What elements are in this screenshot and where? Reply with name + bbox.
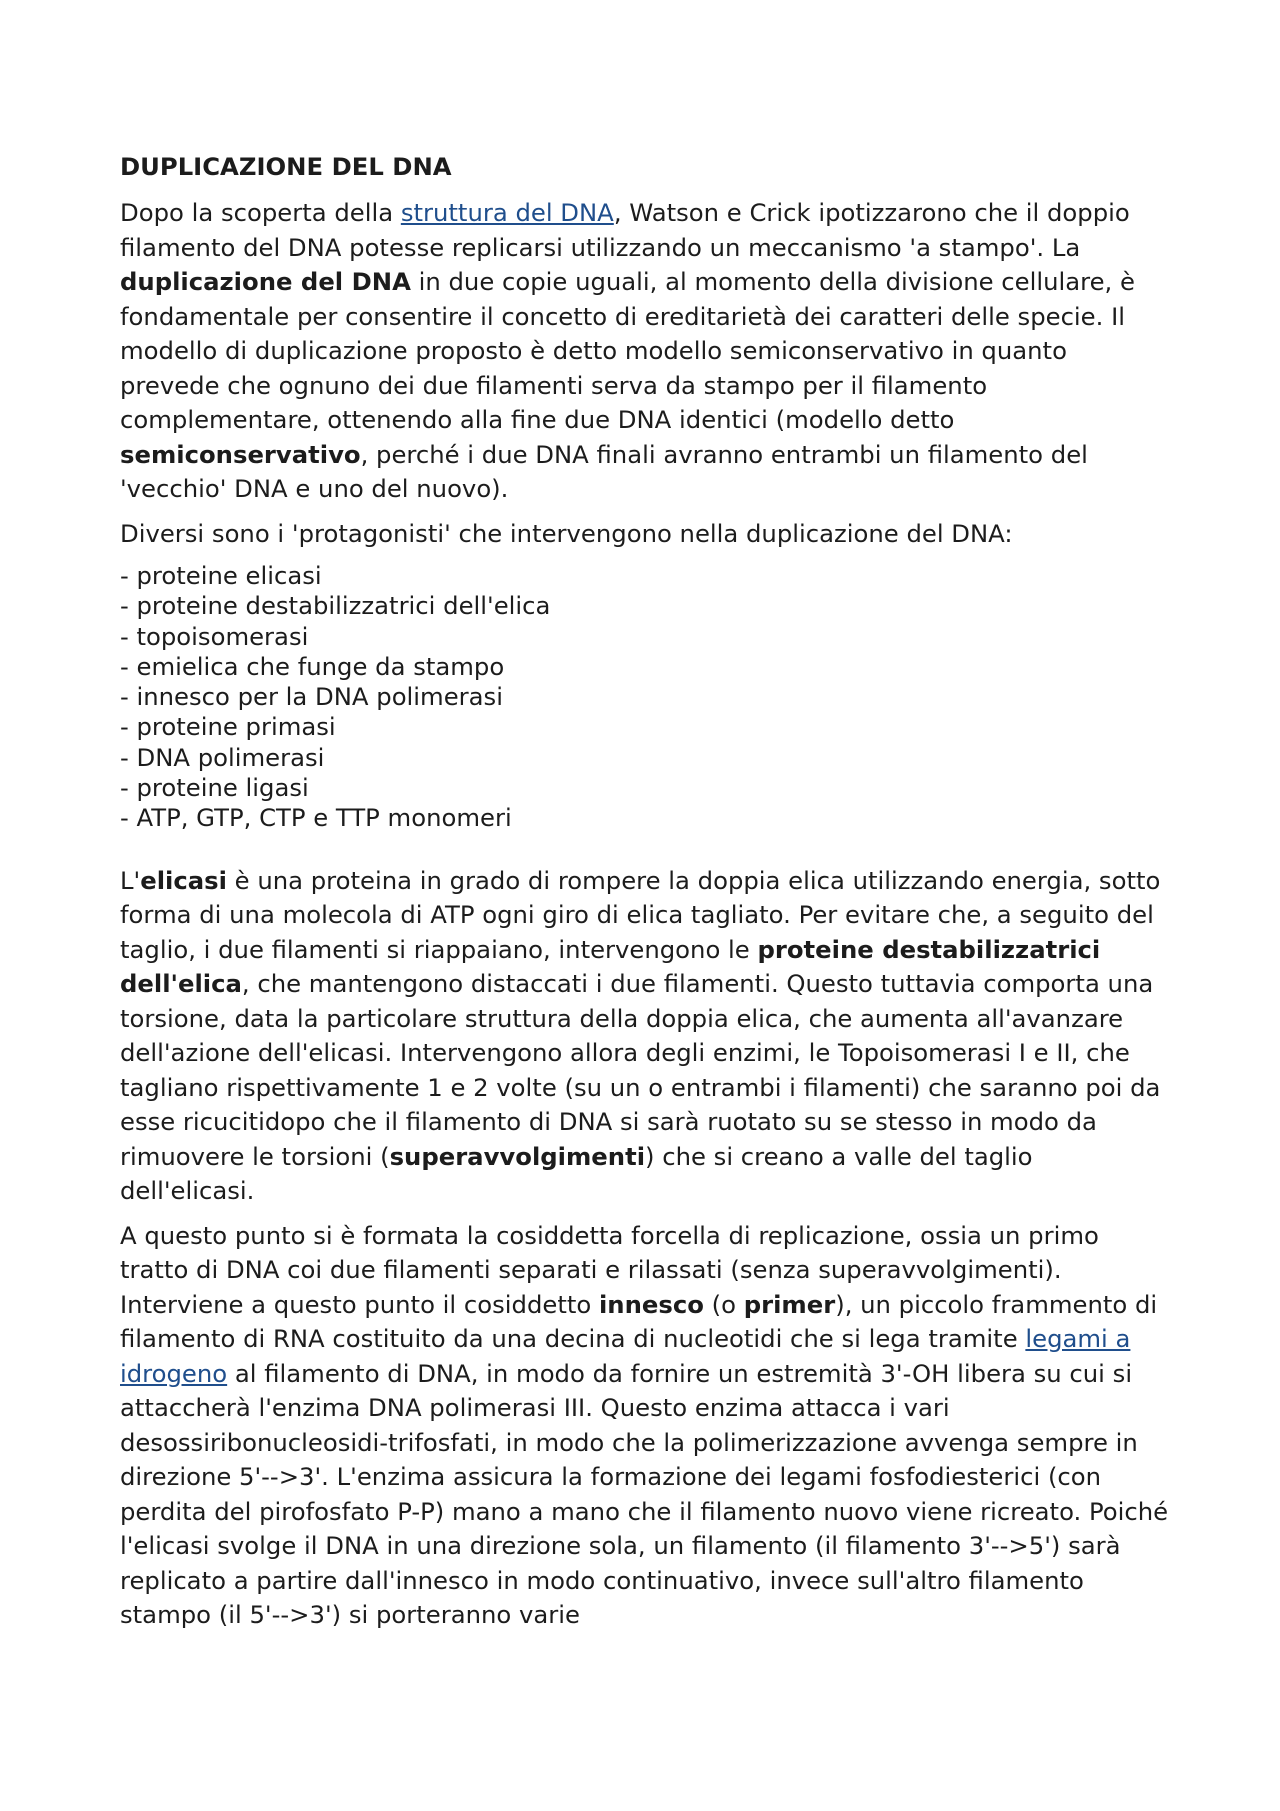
list-item: - emielica che funge da stampo [120,651,505,681]
paragraph-intro [120,196,1170,507]
text-run: in due copie uguali, al momento della divisione cellulare, è fondamentale per consentire il concetto di ereditarietà dei caratteri delle specie. Il modello di duplicazione proposto è detto modello semiconservativo in quanto prevede che ognuno dei due filamenti serva da stampo per il filamento complementare, ottenendo alla fine due DNA identici (modello detto [120,267,1135,434]
bold-term: semiconservativo [120,439,361,469]
text-run: A questo punto si è formata la cosiddetta forcella di replicazione, ossia un primo tratto di DNA coi due filamenti separati e rilassati (senza superavvolgimenti). Interviene a questo punto il cosiddetto [120,1220,1099,1319]
list-item: - proteine ligasi [120,773,309,803]
paragraph-protagonists: Diversi sono i 'protagonisti' che intervengono nella duplicazione del DNA: [120,518,1013,548]
spacer [120,834,1170,864]
text-run: , Watson e Crick ipotizzarono che il doppio filamento del DNA potesse replicarsi utilizzando un meccanismo 'a stampo'. La [120,198,1130,262]
text-run: (o [703,1289,744,1319]
list-item: - DNA polimerasi [120,742,325,772]
text-run: , che mantengono distaccati i due filamenti. Questo tuttavia comporta una torsione, data la particolare struttura della doppia elica, che aumenta all'avanzare dell'azione dell'elicasi. Intervengono allora degli enzimi, le Topoisomerasi I e II, che tagliano rispettivamente 1 e 2 volte (su un o entrambi i filamenti) che saranno poi da esse ricucitidopo che il filamento di DNA si sarà ruotato su se stesso in modo da rimuovere le torsioni ( [120,969,1161,1171]
text-run: ), un piccolo frammento di filamento di RNA costituito da una decina di nucleotidi che si lega tramite [120,1289,1158,1354]
bold-term: primer [743,1289,836,1319]
text-run: Dopo la scoperta della [120,198,401,227]
bold-term: superavvolgimenti [389,1141,646,1171]
list-item: - innesco per la DNA polimerasi [120,682,503,712]
bold-term: proteine destabilizzatrici dell'elica [120,934,1101,999]
text-run: L' [120,865,141,895]
bold-term: duplicazione del DNA [120,267,411,296]
document-title: DUPLICAZIONE DEL DNA [120,152,452,181]
text-run: ) che si creano a valle del taglio dell'elicasi. [120,1141,1033,1206]
paragraph-forcella [120,1219,1170,1633]
list-item: - proteine elicasi [120,561,322,590]
paragraph-elicasi [120,864,1170,1209]
link-legami-idrogeno[interactable]: legami a idrogeno [120,1324,1131,1388]
text-run: è una proteina in grado di rompere la doppia elica utilizzando energia, sotto forma di una molecola di ATP ogni giro di elica tagliato. Per evitare che, a seguito del taglio, i due filamenti si riappaiano, intervengono le [120,865,1161,964]
link-struttura-dna[interactable]: struttura del DNA [400,198,614,227]
list-item: - ATP, GTP, CTP e TTP monomeri [120,803,512,833]
list-item: - proteine destabilizzatrici dell'elica [120,591,551,621]
list-item: - topoisomerasi [120,621,309,651]
document-page [120,150,1170,1643]
list-item: - proteine primasi [120,712,336,742]
text-run: al filamento di DNA, in modo da fornire un estremità 3'-OH libera su cui si attaccherà l'enzima DNA polimerasi III. Questo enzima attacca i vari desossiribonucleosidi-trifosfati, in modo che la polimerizzazione avvenga sempre in direzione 5'-->3'. L'enzima assicura la formazione dei legami fosfodiesterici (con perdita del pirofosfato P-P) mano a mano che il filamento nuovo viene ricreato. Poiché l'elicasi svolge il DNA in una direzione sola, un filamento (il filamento 3'-->5') sarà replicato a partire dall'innesco in modo continuativo, invece sull'altro filamento stampo (il 5'-->3') si porteranno varie [120,1358,1169,1630]
text-run: , perché i due DNA finali avranno entrambi un filamento del 'vecchio' DNA e uno del nuovo). [120,439,1088,503]
bold-term: innesco [598,1289,704,1319]
bold-term: elicasi [140,865,227,895]
protagonists-list [120,561,1170,834]
